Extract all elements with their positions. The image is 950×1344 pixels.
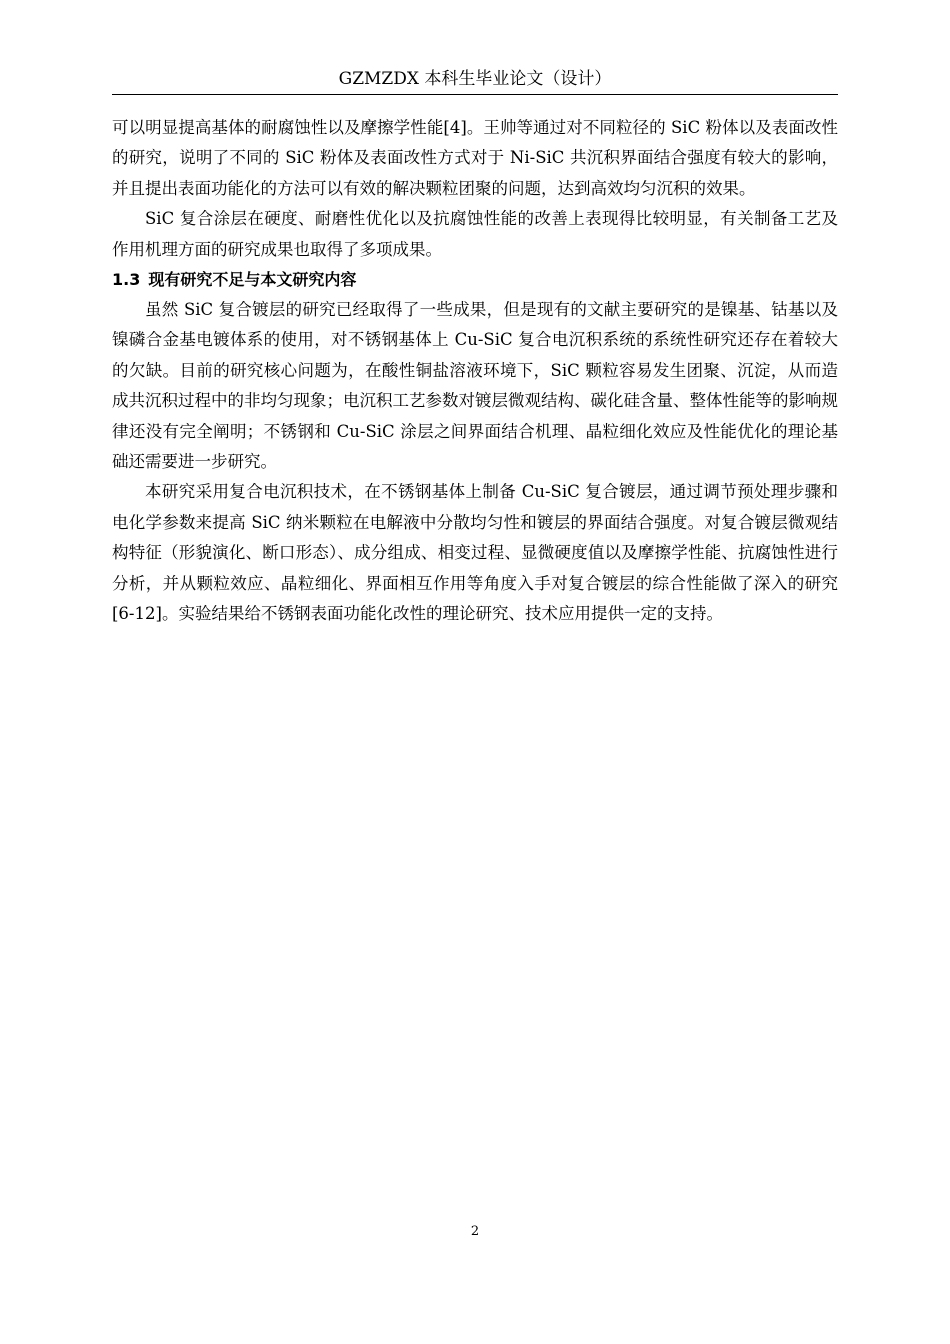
body-paragraph: 虽然 SiC 复合镀层的研究已经取得了一些成果，但是现有的文献主要研究的是镍基、钴基以及镍磷合金基电镀体系的使用，对不锈钢基体上 Cu-SiC 复合电沉积系统的系统性研究还存在着较大的欠缺。目前的研究核心问题为，在酸性铜盐溶液环境下，SiC 颗粒容易发生团聚、沉淀，从而造成共沉积过程中的非均匀现象；电沉积工艺参数对镀层微观结构、碳化硅含量、整体性能等的影响规律还没有完全阐明；不锈钢和 Cu-SiC 涂层之间界面结合机理、晶粒细化效应及性能优化的理论基础还需要进一步研究。 (112, 300, 838, 472)
body-paragraph: SiC 复合涂层在硬度、耐磨性优化以及抗腐蚀性能的改善上表现得比较明显，有关制备工艺及作用机理方面的研究成果也取得了多项成果。 (112, 209, 838, 259)
page-number: 2 (470, 1224, 480, 1239)
section-heading (112, 265, 838, 295)
header-title: GZMZDX 本科生毕业论文（设计） (338, 69, 612, 89)
body-paragraph: 可以明显提高基体的耐腐蚀性以及摩擦学性能[4]。王帅等通过对不同粒径的 SiC 粉体以及表面改性的研究，说明了不同的 SiC 粉体及表面改性方式对于 Ni-SiC 共沉积界面结合强度有较大的影响，并且提出表面功能化的方法可以有效的解决颗粒团聚的问题，达到高效均匀沉积的效果。 (112, 118, 838, 198)
page-header (112, 66, 838, 95)
section-title: 现有研究不足与本文研究内容 (148, 270, 357, 290)
document-body (112, 113, 838, 630)
body-paragraph: 本研究采用复合电沉积技术，在不锈钢基体上制备 Cu-SiC 复合镀层，通过调节预处理步骤和电化学参数来提高 SiC 纳米颗粒在电解液中分散均匀性和镀层的界面结合强度。对复合镀层微观结构特征（形貌演化、断口形态）、成分组成、相变过程、显微硬度值以及摩擦学性能、抗腐蚀性进行分析，并从颗粒效应、晶粒细化、界面相互作用等角度入手对复合镀层的综合性能做了深入的研究[6-12]。实验结果给不锈钢表面功能化改性的理论研究、技术应用提供一定的支持。 (112, 482, 838, 624)
section-number: 1.3 (112, 270, 141, 290)
